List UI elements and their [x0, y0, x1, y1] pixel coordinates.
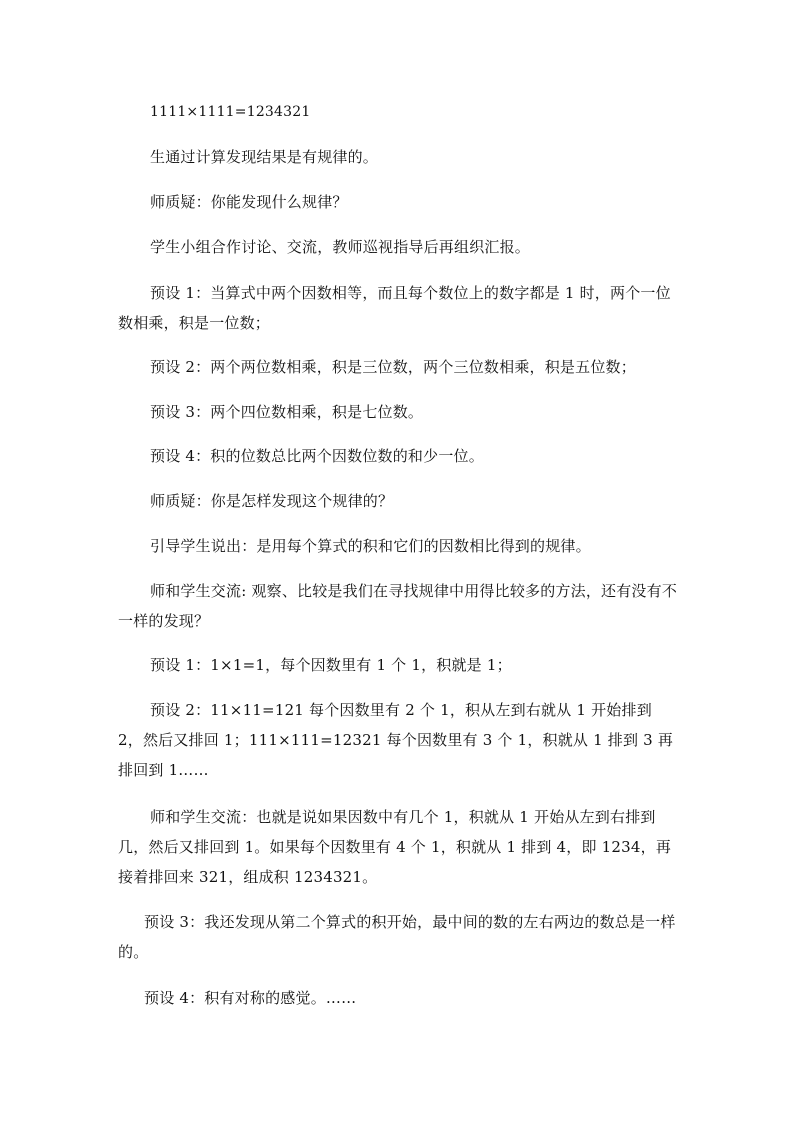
paragraph: 预设 4：积的位数总比两个因数位数的和少一位。	[150, 447, 484, 465]
paragraph: 师质疑：你能发现什么规律？	[150, 193, 348, 211]
paragraph: 预设 1：1×1=1，每个因数里有 1 个 1，积就是 1；	[150, 656, 512, 674]
paragraph: 预设 1：当算式中两个因数相等，而且每个数位上的数字都是 1 时，两个一位数相乘，积是一位数；	[118, 284, 671, 332]
paragraph: 师质疑：你是怎样发现这个规律的？	[150, 492, 394, 510]
paragraph: 预设 2：11×11=121 每个因数里有 2 个 1，积从左到右就从 1 开始排到 2，然后又排回 1；111×111=12321 每个因数里有 3 个 1，积就从 1 排到 3 再排回到 1……	[118, 701, 674, 779]
paragraph: 学生小组合作讨论、交流，教师巡视指导后再组织汇报。	[150, 238, 531, 256]
paragraph: 预设 3：两个四位数相乘，积是七位数。	[150, 403, 424, 421]
paragraph: 生通过计算发现结果是有规律的。	[150, 148, 379, 166]
paragraph: 预设 3：我还发现从第二个算式的积开始，最中间的数的左右两边的数总是一样的。	[118, 913, 676, 961]
paragraph: 引导学生说出：是用每个算式的积和它们的因数相比得到的规律。	[150, 537, 591, 555]
paragraph: 师和学生交流：也就是说如果因数中有几个 1，积就从 1 开始从左到右排到几，然后又排回到 1。如果每个因数里有 4 个 1，积就从 1 排到 4，即 1234，再接着排回来 321，组成积 1234321。	[118, 808, 672, 886]
paragraph: 预设 2：两个两位数相乘，积是三位数，两个三位数相乘，积是五位数；	[150, 358, 636, 376]
equation-line: 1111×1111=1234321	[150, 104, 311, 120]
paragraph: 师和学生交流: 观察、比较是我们在寻找规律中用得比较多的方法，还有没有不一样的发现？	[118, 582, 678, 630]
paragraph: 预设 4：积有对称的感觉。……	[144, 989, 357, 1007]
